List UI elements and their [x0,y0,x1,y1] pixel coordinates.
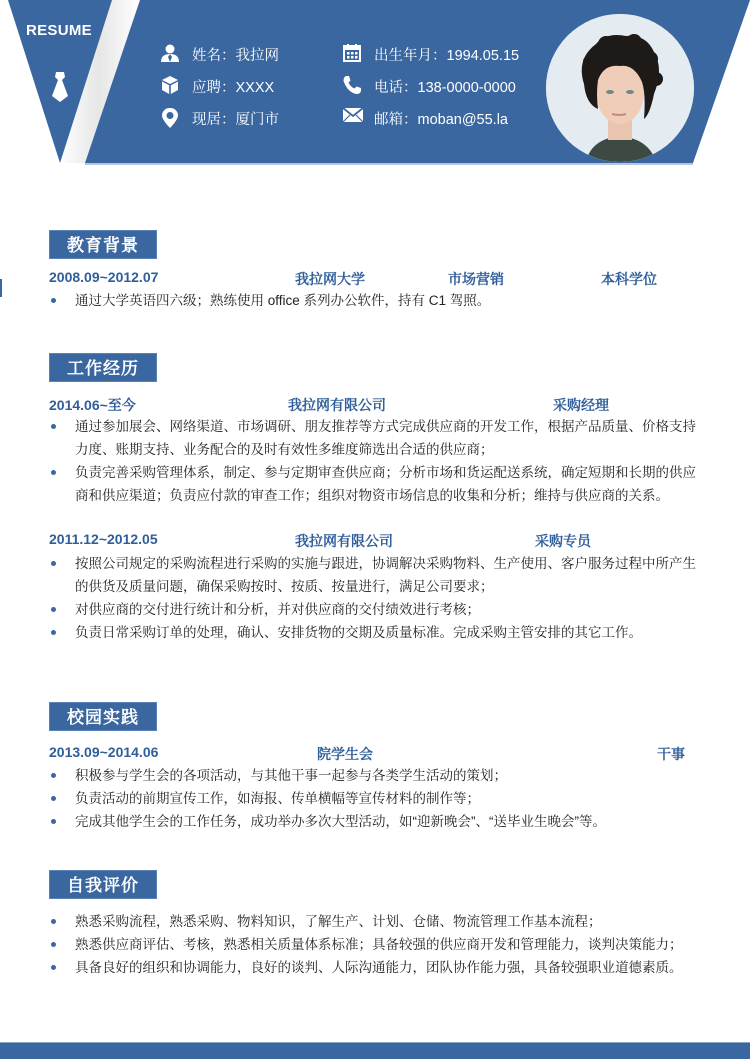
section-title-campus: 校园实践 [49,702,157,731]
person-icon [160,44,180,64]
education-major: 市场营销 [448,271,504,287]
work-entry-header [49,531,709,551]
education-bullets [49,289,709,312]
work-bullets [49,415,709,507]
info-name [160,43,279,65]
work-bullets [49,552,709,644]
info-position [160,75,274,97]
campus-role: 干事 [657,746,685,762]
education-degree: 本科学位 [601,271,657,287]
name-text: 姓名：我拉网 [192,47,279,64]
position-text: 应聘：XXXX [192,79,275,96]
phone-text: 电话：138-0000-0000 [374,79,516,96]
self-eval-bullets [49,910,709,979]
section-title-work: 工作经历 [49,353,157,382]
education-school: 我拉网大学 [295,271,365,287]
cube-icon [160,76,180,96]
list-item: 积极参与学生会的各项活动，与其他干事一起参与各类学生活动的策划； [49,764,709,787]
list-item: 熟悉供应商评估、考核，熟悉相关质量体系标准；具备较强的供应商开发和管理能力，谈判决策能力； [49,933,709,956]
education-period: 2008.09~2012.07 [49,269,159,285]
list-item: 按照公司规定的采购流程进行采购的实施与跟进，协调解决采购物料、生产使用、客户服务过程中所产生的供货及质量问题，确保采购按时、按质、按量进行，满足公司要求； [49,552,709,598]
work-period: 2011.12~2012.05 [49,531,158,547]
list-item: 熟悉采购流程，熟悉采购、物料知识，了解生产、计划、仓储、物流管理工作基本流程； [49,910,709,933]
list-item: 具备良好的组织和协调能力，良好的谈判、人际沟通能力，团队协作能力强，具备较强职业道德素质。 [49,956,709,979]
location-pin-icon [160,108,180,128]
info-email [342,107,508,129]
envelope-icon [342,108,362,128]
list-item: 完成其他学生会的工作任务，成功举办多次大型活动，如“迎新晚会”、“送毕业生晚会”等。 [49,810,709,833]
work-company: 我拉网有限公司 [295,533,393,549]
list-item: 负责日常采购订单的处理，确认、安排货物的交期及质量标准。完成采购主管安排的其它工作。 [49,621,709,644]
work-entry-header [49,395,709,415]
email-text: 邮箱：moban@55.la [374,111,508,128]
footer-bar [0,1042,750,1059]
list-item: 负责活动的前期宣传工作，如海报、传单横幅等宣传材料的制作等； [49,787,709,810]
work-company: 我拉网有限公司 [288,397,386,413]
phone-icon [342,76,362,96]
education-entry-header [49,269,709,289]
info-residence [160,107,279,129]
residence-text: 现居：厦门市 [192,111,279,128]
campus-bullets [49,764,709,833]
info-birth [342,43,519,65]
list-item: 负责完善采购管理体系，制定、参与定期审查供应商；分析市场和货运配送系统，确定短期和长期的供应商和供应渠道；负责应付款的审查工作；组织对物资市场信息的收集和分析；维持与供应商的关系。 [49,461,709,507]
work-period: 2014.06~至今 [49,397,136,413]
work-role: 采购专员 [535,533,591,549]
section-title-education: 教育背景 [49,230,157,259]
campus-org: 院学生会 [317,746,373,762]
list-item: 通过参加展会、网络渠道、市场调研、朋友推荐等方式完成供应商的开发工作，根据产品质量、价格支持力度、账期支持、业务配合的及时有效性多维度筛选出合适的供应商； [49,415,709,461]
profile-photo [546,14,694,162]
section-title-self-eval: 自我评价 [49,870,157,899]
list-item: 对供应商的交付进行统计和分析，并对供应商的交付绩效进行考核； [49,598,709,621]
tie-icon [50,72,70,102]
work-role: 采购经理 [553,397,609,413]
campus-entry-header [49,744,709,764]
info-phone [342,75,516,97]
margin-marker [0,279,2,297]
resume-label: RESUME [26,22,92,39]
calendar-icon [342,44,362,64]
birth-text: 出生年月：1994.05.15 [374,47,520,64]
campus-period: 2013.09~2014.06 [49,744,159,760]
resume-header [0,0,750,170]
list-item: 通过大学英语四六级；熟练使用 office 系列办公软件，持有 C1 驾照。 [49,289,709,312]
